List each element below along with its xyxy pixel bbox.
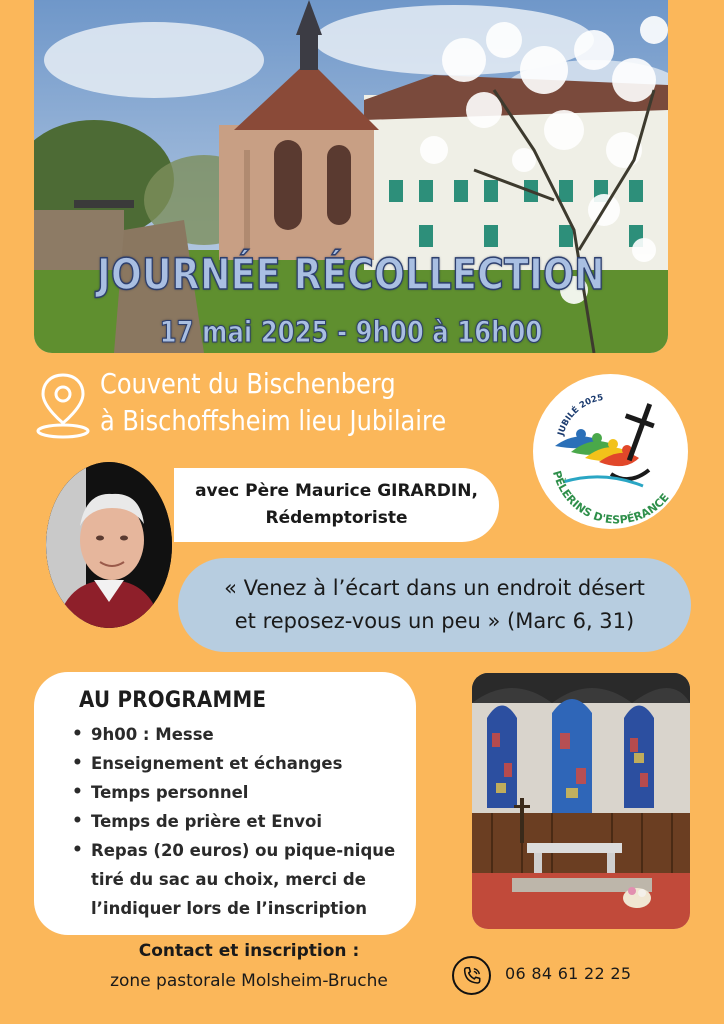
venue-line-2: à Bischoffsheim lieu Jubilaire [100, 404, 447, 437]
program-item: • 9h00 : Messe [79, 720, 406, 749]
event-title: JOURNÉE RÉCOLLECTION [97, 250, 605, 300]
logo-top-text: JUBILÉ 2025 [556, 392, 605, 437]
convent-photo [34, 0, 668, 353]
speaker-portrait [46, 462, 172, 628]
program-box [34, 672, 416, 935]
program-item: • Enseignement et échanges [79, 749, 406, 778]
contact-organization: zone pastorale Molsheim-Bruche [110, 971, 388, 991]
chapel-interior-photo [472, 673, 690, 929]
speaker-order: Rédemptoriste [265, 508, 408, 528]
contact-title: Contact et inscription : [138, 941, 360, 961]
logo-bottom-text: PÈLERINS D'ESPÉRANCE [549, 469, 672, 527]
bible-quote [178, 558, 691, 652]
hero-banner [34, 0, 668, 353]
program-item: • Repas (20 euros) ou pique-nique tiré du sac au choix, merci de l’indiquer lors de l’inscription [79, 836, 406, 923]
quote-line-1: « Venez à l’écart dans un endroit désert [224, 576, 645, 600]
jubilee-logo [533, 374, 688, 529]
quote-line-2: et reposez-vous un peu » (Marc 6, 31) [234, 609, 635, 633]
speaker-name: avec Père Maurice GIRARDIN, [195, 481, 478, 501]
program-title: AU PROGRAMME [79, 688, 267, 713]
phone-icon [452, 956, 491, 995]
program-item: • Temps personnel [79, 778, 406, 807]
venue-address [100, 365, 547, 439]
venue-line-1: Couvent du Bischenberg [100, 367, 396, 400]
speaker-box [174, 468, 499, 542]
phone-number[interactable]: 06 84 61 22 25 [505, 964, 632, 983]
program-list [79, 720, 406, 923]
event-date: 17 mai 2025 - 9h00 à 16h00 [159, 315, 543, 349]
program-item: • Temps de prière et Envoi [79, 807, 406, 836]
location-pin-icon [34, 369, 92, 441]
